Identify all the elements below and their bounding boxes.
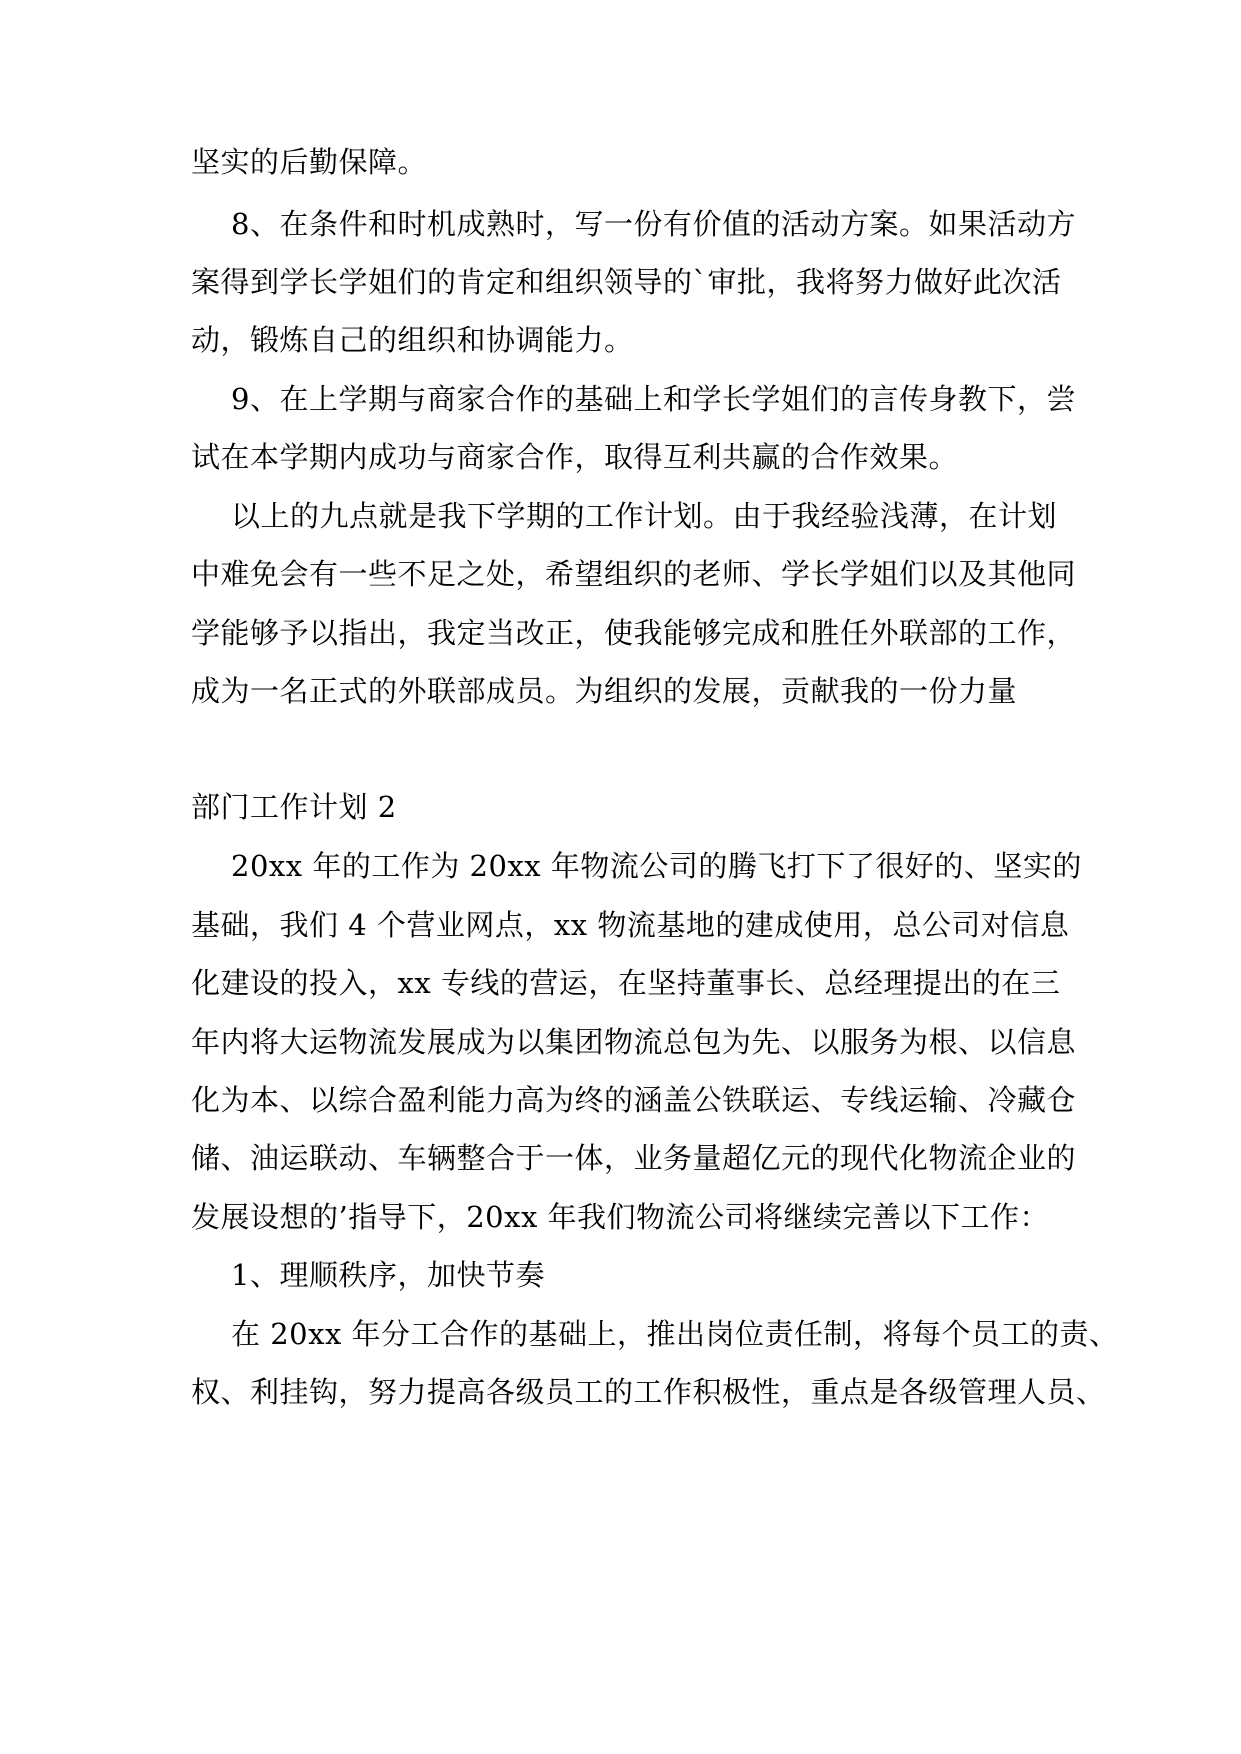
text-line: 年内将大运物流发展成为以集团物流总包为先、以服务为根、以信息 — [191, 1025, 1077, 1059]
text-line: 化为本、以综合盈利能力高为终的涵盖公铁联运、专线运输、冷藏仓 — [191, 1083, 1077, 1117]
text-line: 坚实的后勤保障。 — [191, 145, 428, 179]
text-line: 案得到学长学姐们的肯定和组织领导的`审批，我将努力做好此次活 — [191, 265, 1062, 299]
text-line: 以上的九点就是我下学期的工作计划。由于我经验浅薄，在计划 — [231, 499, 1058, 533]
text-line: 9、在上学期与商家合作的基础上和学长学姐们的言传身教下，尝 — [231, 382, 1076, 416]
text-line: 权、利挂钩，努力提高各级员工的工作积极性，重点是各级管理人员、 — [191, 1375, 1106, 1409]
text-line: 8、在条件和时机成熟时，写一份有价值的活动方案。如果活动方 — [231, 207, 1076, 241]
text-line: 成为一名正式的外联部成员。为组织的发展，贡献我的一份力量 — [191, 674, 1018, 708]
text-line: 储、油运联动、车辆整合于一体，业务量超亿元的现代化物流企业的 — [191, 1141, 1077, 1175]
text-line: 发展设想的’指导下，20xx 年我们物流公司将继续完善以下工作： — [191, 1200, 1050, 1234]
text-line: 中难免会有一些不足之处，希望组织的老师、学长学姐们以及其他同 — [191, 557, 1077, 591]
text-line: 化建设的投入，xx 专线的营运，在坚持董事长、总经理提出的在三 — [191, 966, 1061, 1000]
text-line: 动，锻炼自己的组织和协调能力。 — [191, 323, 634, 357]
list-heading: 1、理顺秩序，加快节奏 — [231, 1258, 545, 1292]
text-line: 20xx 年的工作为 20xx 年物流公司的腾飞打下了很好的、坚实的 — [231, 849, 1082, 883]
text-line: 试在本学期内成功与商家合作，取得互利共赢的合作效果。 — [191, 440, 959, 474]
text-line: 学能够予以指出，我定当改正，使我能够完成和胜任外联部的工作， — [191, 616, 1077, 650]
text-line: 基础，我们 4 个营业网点，xx 物流基地的建成使用，总公司对信息 — [191, 908, 1070, 942]
section-title: 部门工作计划 2 — [191, 790, 397, 824]
text-line: 在 20xx 年分工合作的基础上，推出岗位责任制，将每个员工的责、 — [231, 1317, 1119, 1351]
